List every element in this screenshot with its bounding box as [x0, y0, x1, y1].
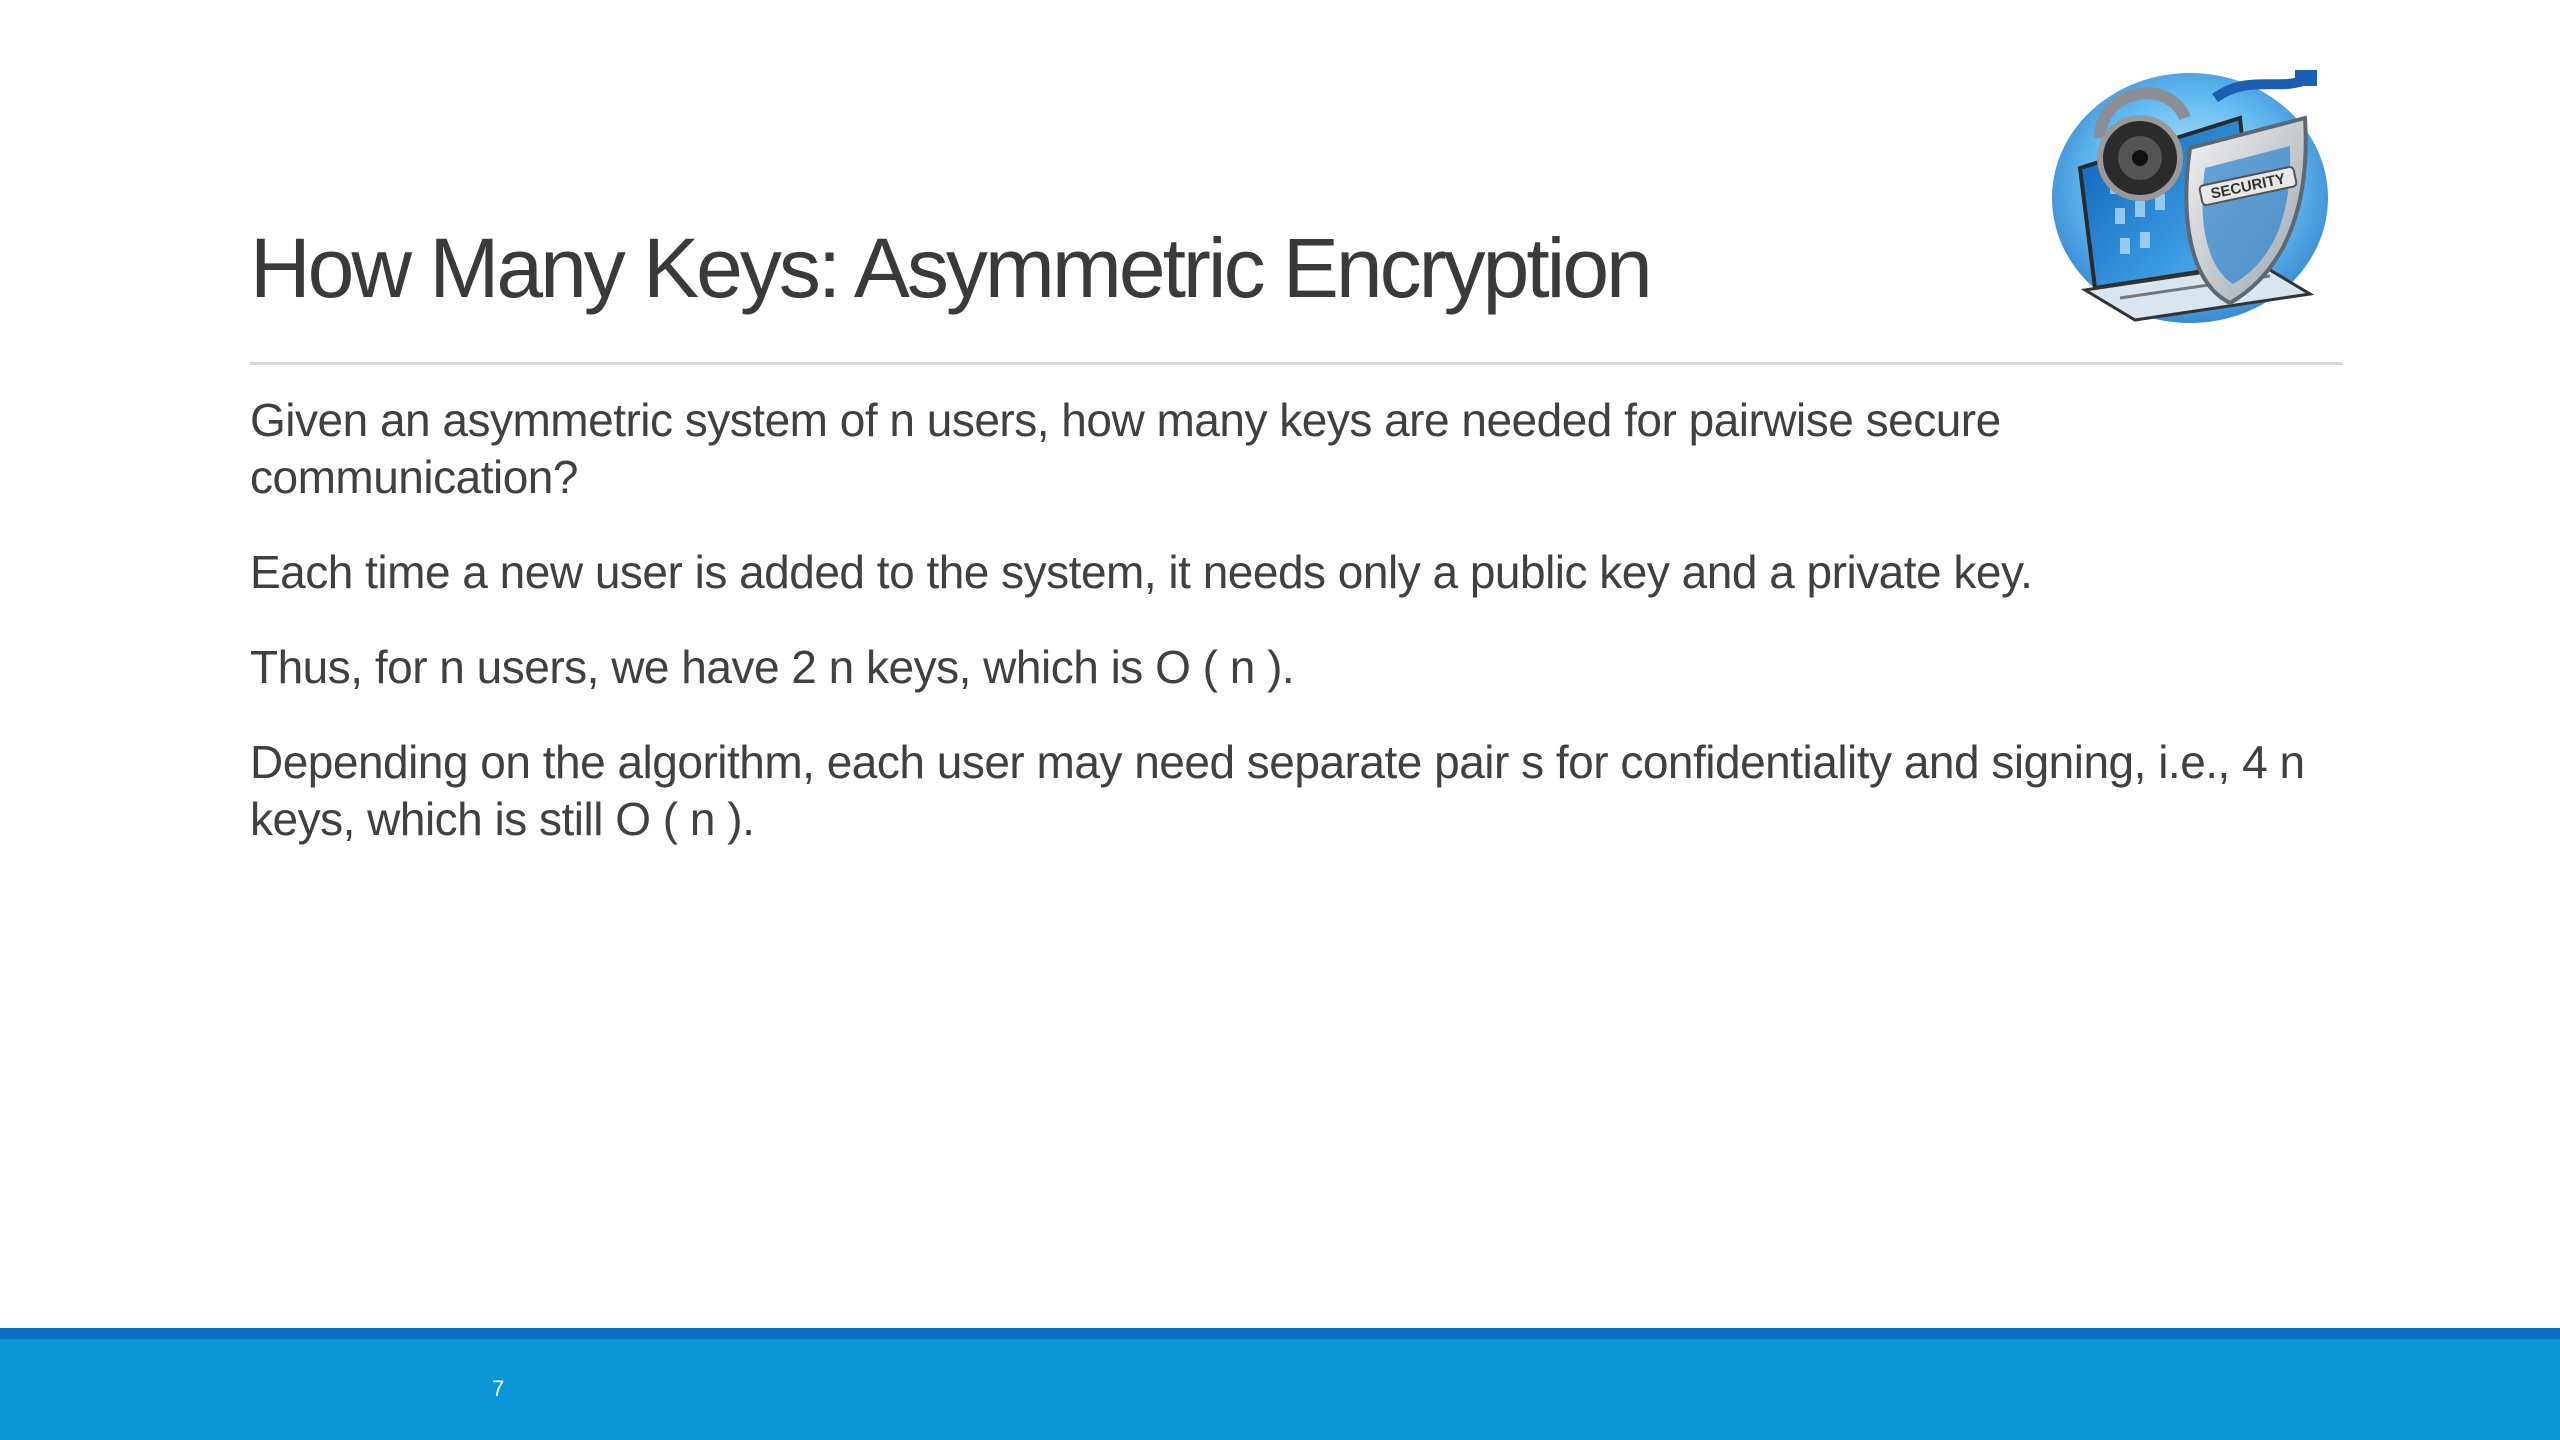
footer-band [0, 1328, 2560, 1440]
slide-title: How Many Keys: Asymmetric Encryption [250, 221, 1650, 315]
body-paragraph: Thus, for n users, we have 2 n keys, which is O ( n ). [250, 641, 1295, 693]
footer-top-line [0, 1328, 2560, 1339]
svg-text:SECURITY: SECURITY [2209, 170, 2287, 203]
body-paragraph: Depending on the algorithm, each user may need separate pair s for confidentiality and signing, i.e., 4 n keys, which is still O ( n ). [250, 736, 2305, 845]
title-divider [250, 362, 2343, 365]
security-logo-icon [2040, 58, 2330, 328]
body-paragraph: Given an asymmetric system of n users, how many keys are needed for pairwise secure communication? [250, 394, 2001, 503]
page-number: 7 [492, 1376, 505, 1401]
body-paragraph: Each time a new user is added to the system, it needs only a public key and a private key. [250, 546, 2033, 598]
slide-body [250, 392, 2340, 886]
